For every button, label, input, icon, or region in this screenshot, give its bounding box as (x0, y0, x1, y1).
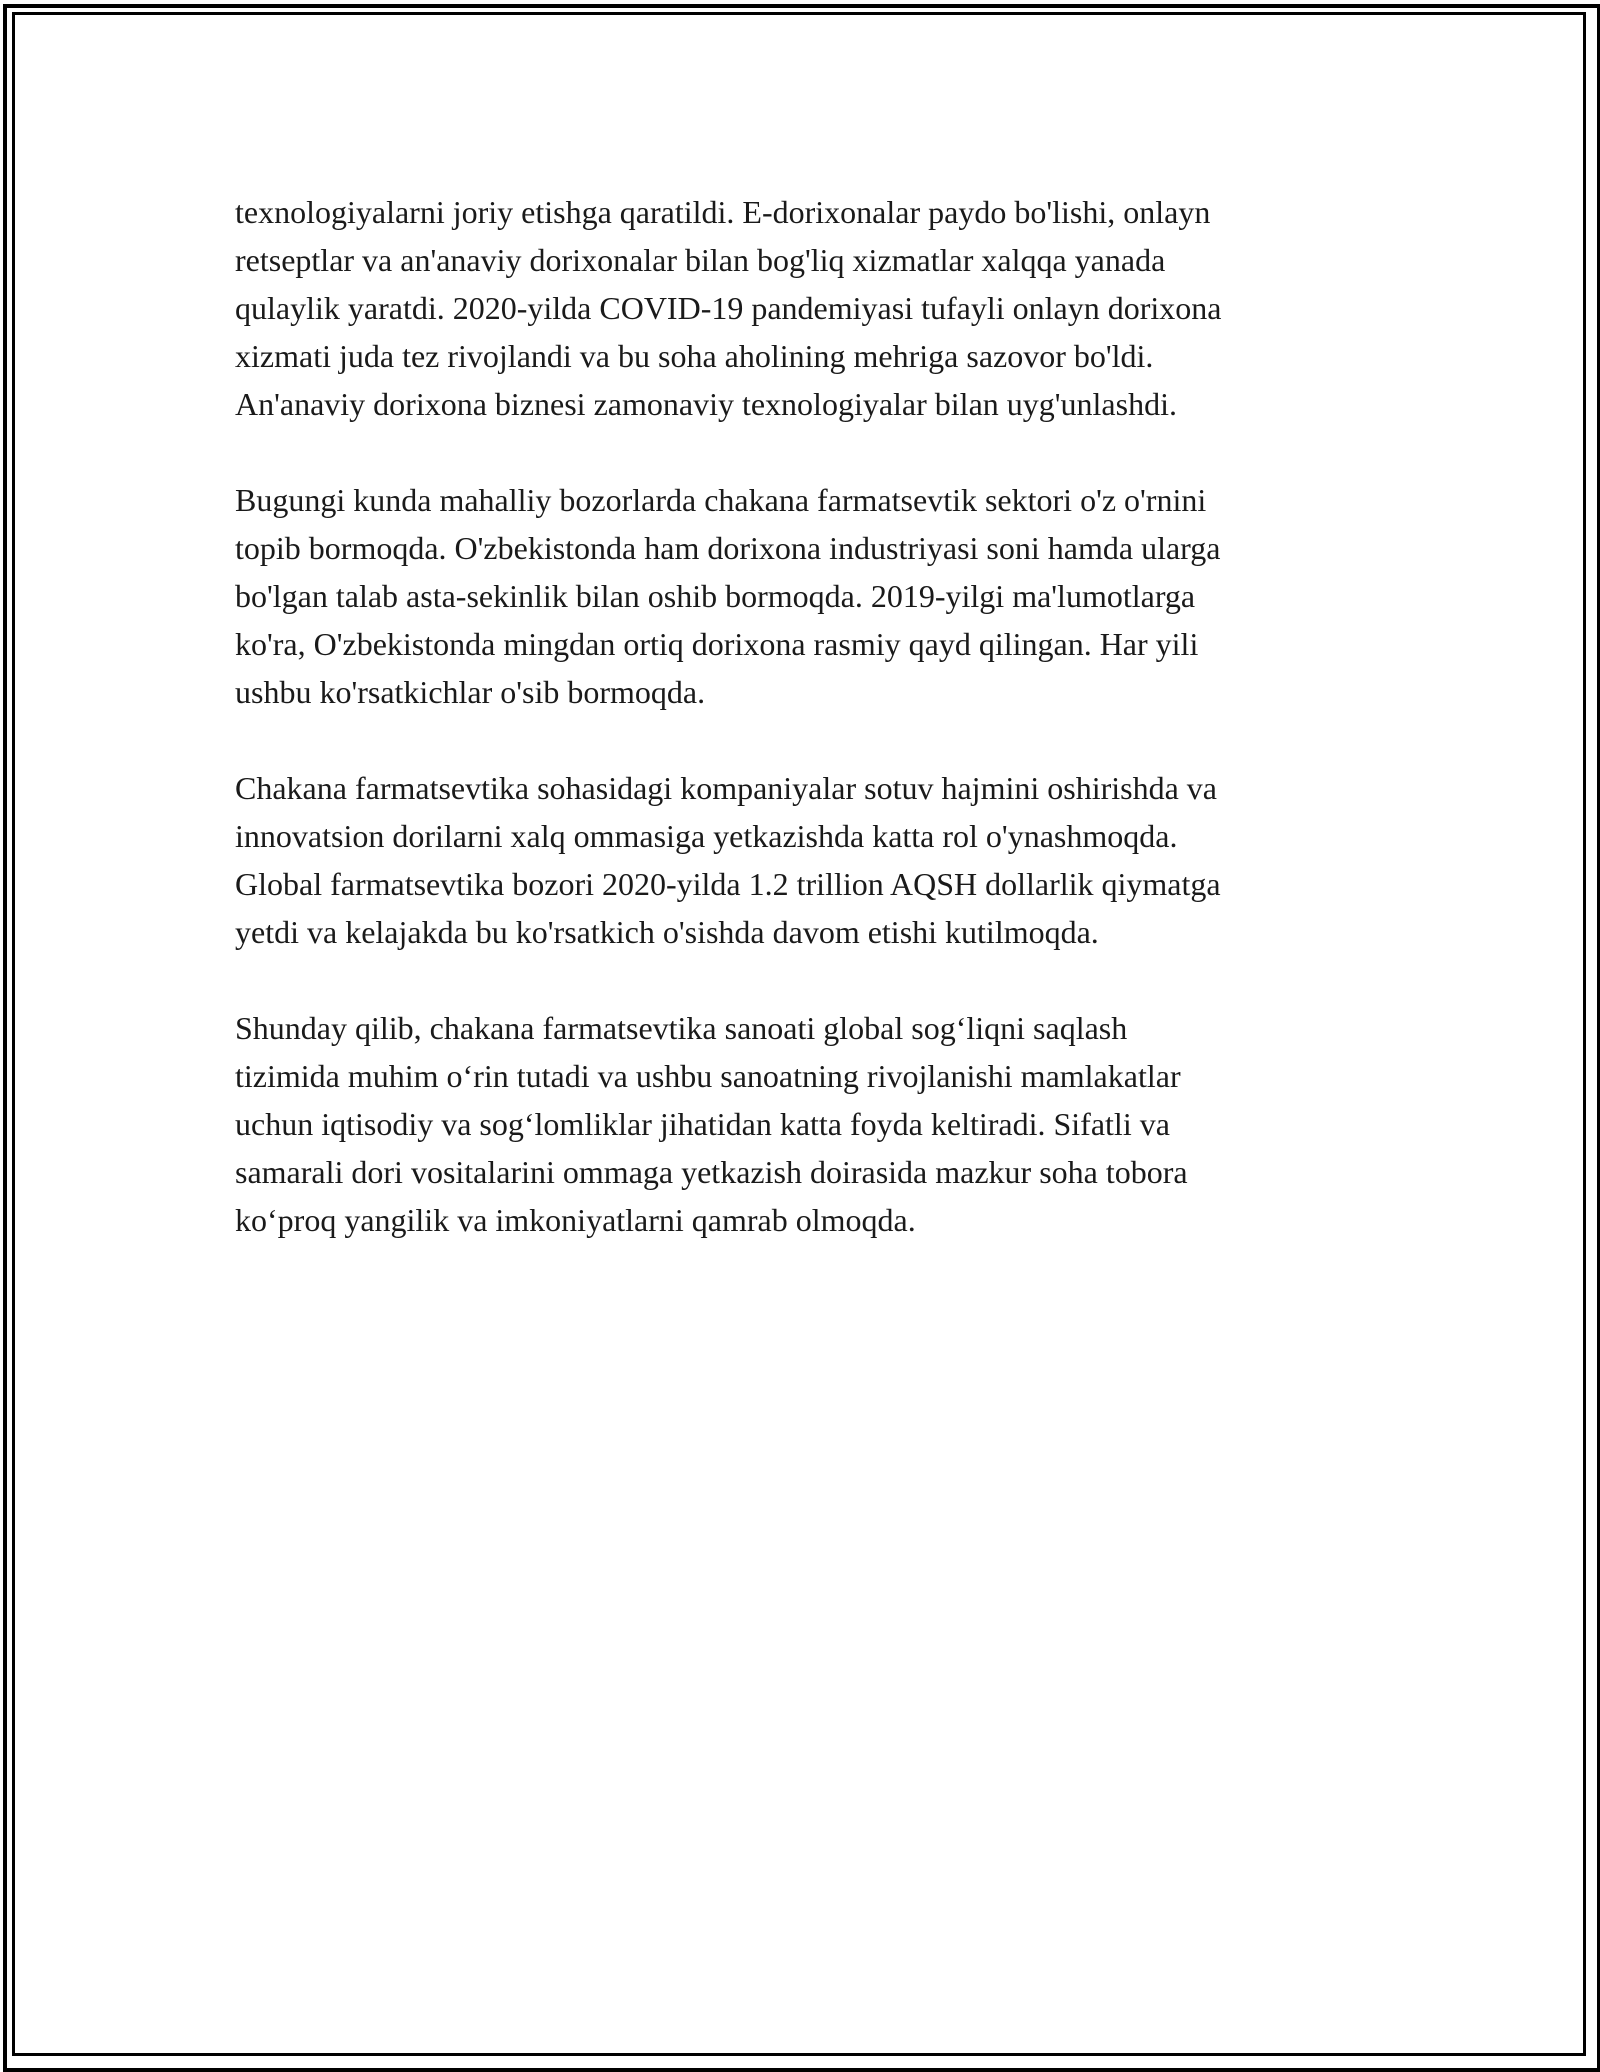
paragraph-local-market: Bugungi kunda mahalliy bozorlarda chakana farmatsevtik sektori o'z o'rnini topib bormoqda. O'zbekistonda ham dorixona industriyasi soni hamda ularga bo'lgan talab asta-sekinlik bilan oshib bormoqda. 2019-yilgi ma'lumotlarga ko'ra, O'zbekistonda mingdan ortiq dorixona rasmiy qayd qilingan. Har yili ushbu ko'rsatkichlar o'sib bormoqda. (235, 482, 1221, 710)
paragraph-technology: texnologiyalarni joriy etishga qaratildi. E-dorixonalar paydo bo'lishi, onlayn retseptlar va an'anaviy dorixonalar bilan bog'liq xizmatlar xalqqa yanada qulaylik yaratdi. 2020-yilda COVID-19 pandemiyasi tufayli onlayn dorixona xizmati juda tez rivojlandi va bu soha aholining mehriga sazovor bo'ldi. An'anaviy dorixona biznesi zamonaviy texnologiyalar bilan uyg'unlashdi. (235, 194, 1222, 422)
paragraph-conclusion: Shunday qilib, chakana farmatsevtika sanoati global sog‘liqni saqlash tizimida muhim o‘rin tutadi va ushbu sanoatning rivojlanishi mamlakatlar uchun iqtisodiy va sog‘lomliklar jihatidan katta foyda keltiradi. Sifatli va samarali dori vositalarini ommaga yetkazish doirasida mazkur soha tobora ko‘proq yangilik va imkoniyatlarni qamrab olmoqda. (235, 1010, 1188, 1238)
paragraph-global-market: Chakana farmatsevtika sohasidagi kompaniyalar sotuv hajmini oshirishda va innovatsion dorilarni xalq ommasiga yetkazishda katta rol o'ynashmoqda. Global farmatsevtika bozori 2020-yilda 1.2 trillion AQSH dollarlik qiymatga yetdi va kelajakda bu ko'rsatkich o'sishda davom etishi kutilmoqda. (235, 770, 1221, 950)
document-body (235, 188, 1385, 1292)
